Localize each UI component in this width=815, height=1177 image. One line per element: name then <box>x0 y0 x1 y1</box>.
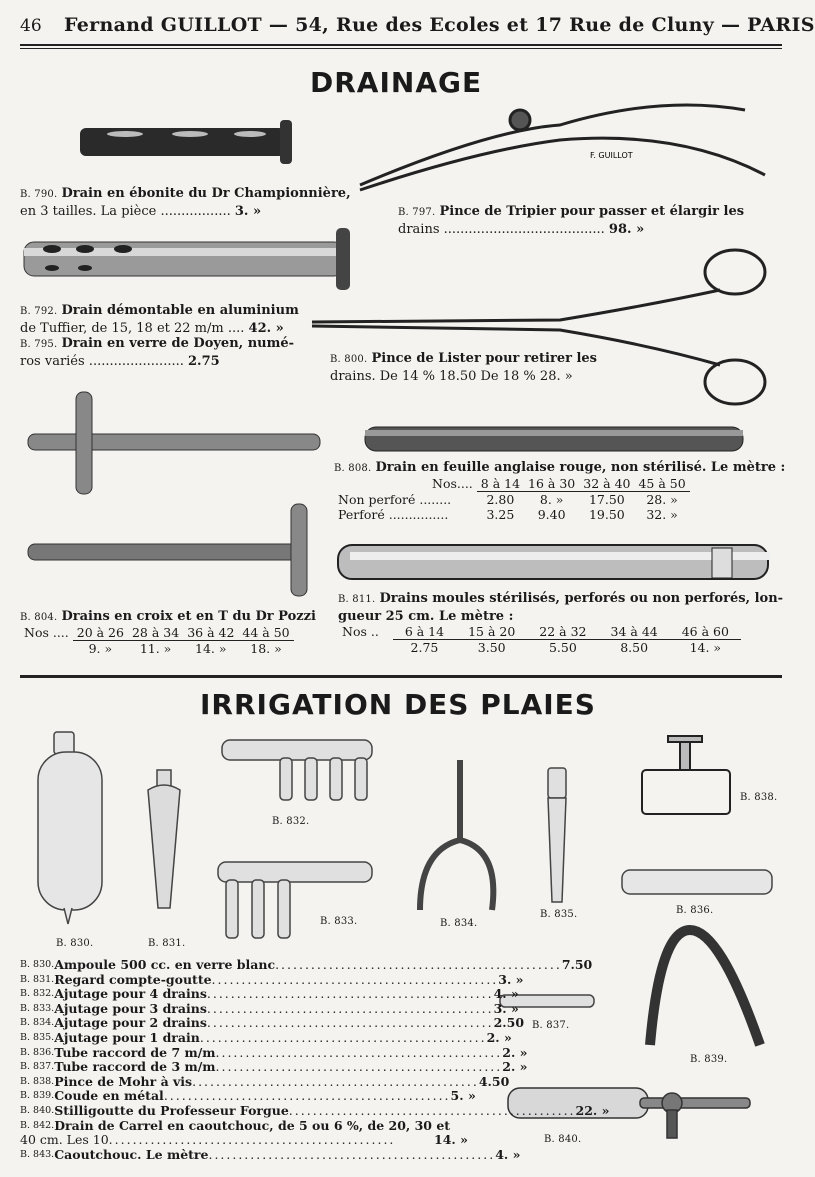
fig-label: B. 833. <box>320 916 358 927</box>
b808-price-table: Nos.... 8 à 14 16 à 30 32 à 40 45 à 50 Non perforé ........ 2.80 8. » 17.50 28. » Perforé ............... 3.25 9.40 19.50 32. » <box>334 476 690 522</box>
list-item: B. 830. Ampoule 500 cc. en verre blanc ................................................ 7.50 <box>20 957 593 972</box>
engraving-text: F. GUILLOT <box>590 151 633 160</box>
table-row: Non perforé ........ 2.80 8. » 17.50 28. » <box>338 491 678 507</box>
list-item: B. 835. Ajutage pour 1 drain ................................................ 2. » <box>20 1029 512 1045</box>
list-item: B. 831. Regard compte-goutte ................................................ 3. » <box>20 971 524 987</box>
fig-label: B. 831. <box>148 938 186 949</box>
fig-label: B. 840. <box>544 1134 582 1145</box>
fig-label: B. 837. <box>532 1020 570 1031</box>
b797-caption: B. 797. Pince de Tripier pour passer et élargir les drains ....................................... 98. » <box>398 204 745 237</box>
list-item: 40 cm. Les 10 ................................................ 14. » <box>20 1132 468 1148</box>
list-item: B. 832. Ajutage pour 4 drains ................................................ 4. » <box>20 986 519 1002</box>
fig-label: B. 834. <box>440 918 478 929</box>
b792-caption: B. 792. Drain démontable en aluminium de Tuffier, de 15, 18 et 22 m/m .... 42. » <box>20 303 299 336</box>
list-item: B. 833. Ajutage pour 3 drains ................................................ 3. » <box>20 1000 519 1016</box>
list-item: B. 837. Tube raccord de 3 m/m ................................................ 2. » <box>20 1059 528 1075</box>
table-row: 2.75 3.50 5.50 8.50 14. » <box>410 640 722 655</box>
list-item: B. 842. Drain de Carrel en caoutchouc, de 5 ou 6 %, de 20, 30 et <box>20 1117 451 1133</box>
fig-label: B. 830. <box>56 938 94 949</box>
fig-label: B. 838. <box>740 792 778 803</box>
list-item: B. 843. Caoutchouc. Le mètre ................................................ 4. » <box>20 1146 521 1162</box>
header-title: Fernand GUILLOT — 54, Rue des Ecoles et 17 Rue de Cluny — PARIS <box>64 14 815 36</box>
pince-mohr-illustration <box>642 736 730 814</box>
b811-caption: B. 811. Drains moules stérilisés, perforés ou non perforés, lon- gueur 25 cm. Le mètre : <box>338 591 784 624</box>
table-row: Perforé ............... 3.25 9.40 19.50 32. » <box>338 507 678 522</box>
ampoule-illustration <box>38 732 102 924</box>
page-number: 46 <box>20 16 42 36</box>
irrigation-title: IRRIGATION DES PLAIES <box>200 688 596 721</box>
b804-caption: B. 804. Drains en croix et en T du Dr Pozzi <box>20 609 316 624</box>
tube-raccord-7-illustration <box>622 870 772 894</box>
fig-label: B. 836. <box>676 905 714 916</box>
list-item: B. 836. Tube raccord de 7 m/m ................................................ 2. » <box>20 1044 528 1060</box>
list-item: B. 839. Coude en métal ................................................ 5. » <box>20 1088 476 1104</box>
b808-caption: B. 808. Drain en feuille anglaise rouge, non stérilisé. Le mètre : <box>334 460 786 475</box>
b800-caption: B. 800. Pince de Lister pour retirer les drains. De 14 % 18.50 De 18 % 28. » <box>330 351 598 384</box>
b804-price-table: Nos .... 20 à 26 28 à 34 36 à 42 44 à 50 9. » 11. » 14. » 18. » <box>20 625 294 656</box>
regard-compte-goutte-illustration <box>148 770 180 908</box>
list-item: B. 838. Pince de Mohr à vis ................................................ 4.50 <box>20 1073 510 1089</box>
ajutage-1-illustration <box>548 768 566 902</box>
ajutage-4-illustration <box>222 740 372 800</box>
drainage-title: DRAINAGE <box>310 66 483 99</box>
fig-label: B. 832. <box>272 816 310 827</box>
fig-label: B. 839. <box>690 1054 728 1065</box>
b811-price-table: Nos .. 6 à 14 15 à 20 22 à 32 34 à 44 46 à 60 2.75 3.50 5.50 8.50 14. » <box>338 624 741 655</box>
list-item: B. 840. Stilligoutte du Professeur Forgue ................................................ 22. » <box>20 1102 610 1118</box>
irrigation-price-list <box>20 957 610 1162</box>
list-item: B. 834. Ajutage pour 2 drains ................................................ 2.50 <box>20 1015 525 1031</box>
ajutage-2-illustration <box>420 760 493 910</box>
b790-caption: B. 790. Drain en ébonite du Dr Championnière, en 3 tailles. La pièce ................. 3. » <box>20 186 351 219</box>
fig-label: B. 835. <box>540 909 578 920</box>
coude-metal-illustration <box>650 930 760 1045</box>
b795-caption: B. 795. Drain en verre de Doyen, numé- ros variés ....................... 2.75 <box>20 336 295 369</box>
table-row: 9. » 11. » 14. » 18. » <box>88 641 282 656</box>
